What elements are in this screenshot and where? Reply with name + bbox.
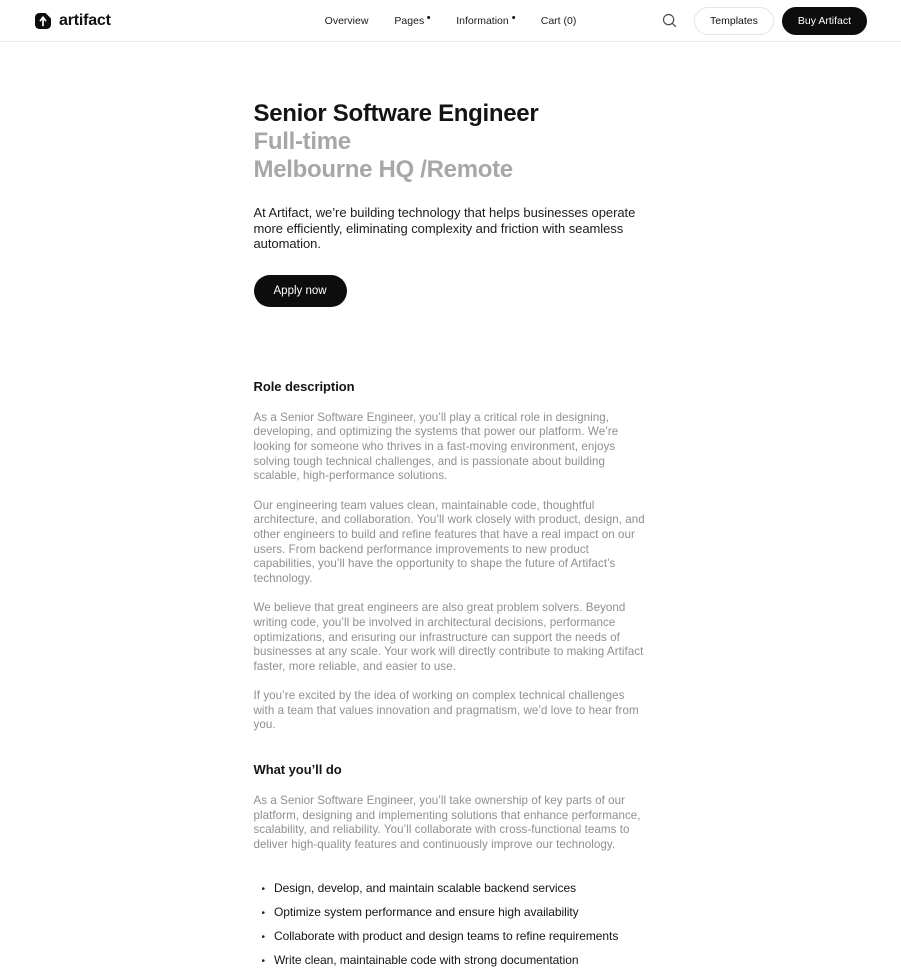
- role-description-paragraph: If you’re excited by the idea of working on complex technical challenges with a team that values innovation and pragmatism, we’d love to hear from you.: [253, 689, 639, 732]
- search-icon[interactable]: [662, 13, 677, 28]
- list-item: [254, 882, 648, 897]
- list-item: [254, 930, 648, 945]
- list-item: [254, 906, 648, 921]
- brand-name: artifact: [59, 11, 111, 29]
- templates-button[interactable]: Templates: [694, 7, 774, 35]
- buy-artifact-button[interactable]: Buy Artifact: [782, 7, 867, 35]
- list-item-text: • Collaborate with product and design teams to refine requirements: [273, 929, 619, 944]
- nav-item-information[interactable]: [456, 15, 515, 27]
- role-description-paragraph: We believe that great engineers are also great problem solvers. Beyond writing code, you’ll be involved in architectural decisions, performance optimizations, and ensuring our infrastructure can support the needs of businesses at any scale. Your work will directly contribute to making Artifact faster, more reliable, and easier to use.: [253, 601, 644, 673]
- header-actions: [662, 7, 867, 35]
- nav-item-pages[interactable]: [394, 15, 430, 27]
- list-item-text: • Optimize system performance and ensure high availability: [273, 905, 579, 920]
- apply-now-button[interactable]: Apply now: [254, 275, 347, 307]
- role-description-paragraph: As a Senior Software Engineer, you’ll play a critical role in designing, developing, and optimizing the systems that power our platform. We’re looking for someone who thrives in a fast-moving environment, enjoys solving tough technical challenges, and is passionate about building scalable, high-performance solutions.: [253, 410, 619, 483]
- notification-dot: [512, 16, 515, 19]
- job-intro: At Artifact, we’re building technology that helps businesses operate more efficiently, eliminating complexity and friction with seamless automation.: [253, 205, 636, 252]
- main-nav: [325, 0, 577, 41]
- job-title: Senior Software Engineer: [253, 100, 539, 127]
- nav-label: Information: [456, 14, 509, 27]
- list-item-text: • Design, develop, and maintain scalable backend services: [273, 881, 577, 896]
- nav-item-cart[interactable]: [541, 15, 577, 27]
- list-item-text: • Write clean, maintainable code with strong documentation: [273, 953, 579, 968]
- responsibilities-list: [254, 882, 648, 969]
- nav-label: Cart (0): [540, 14, 577, 27]
- artifact-logo-icon: [34, 12, 52, 30]
- brand[interactable]: [34, 12, 111, 30]
- nav-label: Pages: [394, 14, 425, 27]
- job-location: Melbourne HQ /Remote: [253, 156, 513, 183]
- section-heading-role-description: Role description: [253, 378, 355, 394]
- what-youll-do-paragraph: As a Senior Software Engineer, you’ll take ownership of key parts of our platform, designing and implementing solutions that enhance performance, scalability, and reliability. You’ll collaborate with cross-functional teams to deliver high-quality features and continuously improve our technology.: [253, 794, 641, 851]
- section-heading-what-youll-do: What you’ll do: [253, 762, 342, 778]
- role-description-paragraph: Our engineering team values clean, maintainable code, thoughtful architecture, and collaboration. You’ll work closely with product, design, and other engineers to build and refine features that have a real impact on our users. From backend performance improvements to new product capabilities, you’ll have the opportunity to shape the future of Artifact’s technology.: [253, 498, 645, 585]
- list-item: [254, 954, 648, 969]
- nav-item-overview[interactable]: [325, 15, 369, 27]
- header: [0, 0, 901, 42]
- job-employment-type: Full-time: [253, 128, 351, 155]
- nav-label: Overview: [324, 14, 369, 27]
- job-posting: [254, 42, 648, 969]
- notification-dot: [427, 16, 430, 19]
